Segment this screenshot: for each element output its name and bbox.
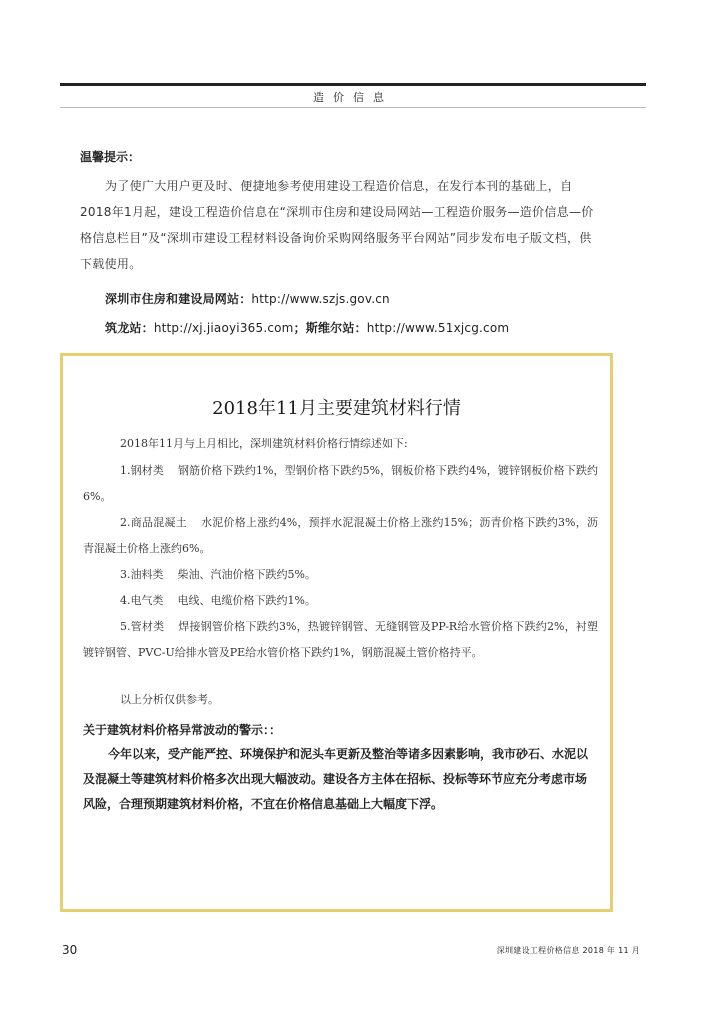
notice-title: 温馨提示： xyxy=(80,150,141,164)
market-item-label: 4.电气类 xyxy=(120,594,164,607)
sweier-link-label: 斯维尔站： xyxy=(305,321,367,335)
warning-body: 今年以来，受产能严控、环境保护和泥头车更新及整治等诸多因素影响，我市砂石、水泥以及混凝土等建筑材料价格多次出现大幅波动。建设各方主体在招标、投标等环节应充分考虑市场风险，合理预期建筑材料价格，不宜在价格信息基础上大幅度下浮。 xyxy=(83,747,589,811)
section-label: 造价信息 xyxy=(313,91,393,104)
notice-body: 为了使广大用户更及时、便捷地参考使用建设工程造价信息，在发行本刊的基础上，自2018年1月起，建设工程造价信息在“深圳市住房和建设局网站—工程造价服务—造价信息—价格信息栏目”及“深圳市建设工程材料设备询价采购网络服务平台网站”同步发布电子版文档，供下载使用。 xyxy=(80,179,594,271)
header-subrule xyxy=(60,107,646,108)
market-item-text: 钢筋价格下跌约1%，型钢价格下跌约5%，钢板价格下跌约4%，镀锌钢板价格下跌约6%。 xyxy=(83,464,598,503)
market-item-text: 水泥价格上涨约4%，预拌水泥混凝土价格上涨约15%；沥青价格下跌约3%，沥青混凝土价格上涨约6%。 xyxy=(83,516,598,555)
szjs-link[interactable]: http://www.szjs.gov.cn xyxy=(251,292,390,306)
market-item-fuel xyxy=(83,562,598,588)
market-item-label: 5.管材类 xyxy=(120,620,165,633)
footer-publication: 深圳建设工程价格信息 2018 年 11 月 xyxy=(496,946,640,955)
market-title: 2018年11月主要建筑材料行情 xyxy=(212,398,461,419)
market-item-concrete xyxy=(83,510,598,562)
market-intro: 2018年11月与上月相比，深圳建筑材料价格行情综述如下: xyxy=(120,437,408,450)
market-item-text: 电线、电缆价格下跌约1%。 xyxy=(177,594,316,607)
zhulong-link[interactable]: http://xj.jiaoyi365.com xyxy=(153,321,294,335)
market-item-text: 焊接钢管价格下跌约3%，热镀锌钢管、无缝钢管及PP-R给水管价格下跌约2%，衬塑镀锌钢管、PVC-U给排水管及PE给水管价格下跌约1%，钢筋混凝土管价格持平。 xyxy=(83,620,598,659)
page-number: 30 xyxy=(62,943,78,957)
szjs-link-line xyxy=(105,290,390,307)
link-separator: ； xyxy=(293,321,306,335)
header-rule xyxy=(60,83,646,86)
market-item-label: 3.油料类 xyxy=(120,568,164,581)
market-item-pipes xyxy=(83,614,598,666)
market-item-steel xyxy=(83,458,598,510)
szjs-link-label: 深圳市住房和建设局网站： xyxy=(105,292,252,306)
warning-title: 关于建筑材料价格异常波动的警示：： xyxy=(83,723,282,737)
market-report-box xyxy=(60,353,613,912)
market-item-text: 柴油、汽油价格下跌约5%。 xyxy=(177,568,316,581)
market-reference-note: 以上分析仅供参考。 xyxy=(120,693,219,706)
sweier-link[interactable]: http://www.51xjcg.com xyxy=(366,321,510,335)
mirror-links-line xyxy=(105,319,509,336)
market-item-label: 1.钢材类 xyxy=(120,464,165,477)
market-item-electrical xyxy=(83,588,598,614)
zhulong-link-label: 筑龙站： xyxy=(105,321,154,335)
market-item-label: 2.商品混凝土 xyxy=(120,516,187,529)
